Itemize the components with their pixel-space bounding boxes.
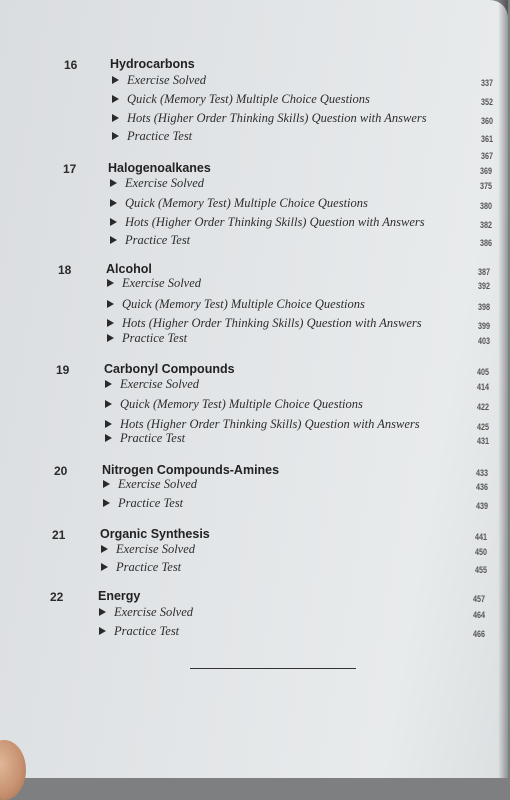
chapter-page-number: 387 — [478, 267, 491, 277]
toc-entry — [107, 276, 201, 291]
chapter-end-page-number: 367 — [481, 151, 494, 161]
toc-entry-label: Quick (Memory Test) Multiple Choice Questions — [127, 92, 370, 106]
toc-entry-page-number: 425 — [477, 422, 490, 432]
toc-entry-label: Quick (Memory Test) Multiple Choice Questions — [122, 297, 365, 311]
triangle-bullet-icon — [107, 300, 114, 308]
toc-entry — [103, 477, 197, 492]
toc-entry — [107, 297, 365, 312]
toc-entry — [101, 560, 181, 575]
toc-entry-page-number: 337 — [481, 78, 494, 88]
toc-entry-label: Practice Test — [120, 431, 186, 445]
toc-entry — [112, 111, 427, 126]
toc-entry-label: Practice Test — [116, 560, 182, 574]
toc-entry-label: Exercise Solved — [120, 377, 200, 391]
toc-entry-page-number: 352 — [481, 97, 494, 107]
toc-entry-label: Practice Test — [122, 331, 188, 345]
toc-entry-page-number: 466 — [473, 629, 486, 639]
toc-entry — [110, 233, 190, 248]
toc-entry — [105, 431, 185, 446]
toc-entry-label: Exercise Solved — [125, 176, 205, 190]
triangle-bullet-icon — [107, 279, 114, 287]
triangle-bullet-icon — [101, 563, 108, 571]
chapter-title: Nitrogen Compounds-Amines — [102, 463, 280, 477]
chapter-page-number: 405 — [477, 367, 490, 377]
chapter-title: Alcohol — [106, 262, 152, 276]
toc-entry-label: Exercise Solved — [116, 542, 196, 556]
toc-entry-page-number: 398 — [478, 302, 491, 312]
toc-entry — [99, 605, 193, 620]
toc-entry — [107, 316, 422, 331]
toc-entry-page-number: 436 — [476, 482, 489, 492]
chapter-page-number: 457 — [473, 594, 486, 604]
triangle-bullet-icon — [101, 545, 108, 553]
toc-entry-page-number: 399 — [478, 321, 491, 331]
triangle-bullet-icon — [103, 480, 110, 488]
chapter-number: 17 — [63, 162, 77, 176]
triangle-bullet-icon — [107, 334, 114, 342]
triangle-bullet-icon — [112, 76, 119, 84]
chapter-number: 22 — [50, 590, 64, 604]
toc-entry-page-number: 382 — [480, 220, 493, 230]
toc-entry-page-number: 392 — [478, 281, 491, 291]
toc-entry-page-number: 403 — [478, 336, 491, 346]
toc-entry-label: Exercise Solved — [118, 477, 198, 491]
triangle-bullet-icon — [103, 499, 110, 507]
toc-entry-label: Exercise Solved — [122, 276, 202, 290]
triangle-bullet-icon — [112, 95, 119, 103]
toc-entry-page-number: 464 — [473, 610, 486, 620]
toc-entry-page-number: 450 — [475, 547, 488, 557]
toc-entry-label: Quick (Memory Test) Multiple Choice Questions — [125, 196, 368, 210]
chapter-page-number: 441 — [475, 532, 488, 542]
triangle-bullet-icon — [105, 420, 112, 428]
toc-entry — [107, 331, 187, 346]
toc-entry-page-number: 380 — [480, 201, 493, 211]
chapter-title: Hydrocarbons — [110, 57, 195, 71]
triangle-bullet-icon — [105, 434, 112, 442]
toc-entry — [101, 542, 195, 557]
end-rule — [190, 668, 356, 669]
chapter-title: Halogenoalkanes — [108, 161, 211, 175]
triangle-bullet-icon — [112, 114, 119, 122]
toc-entry-label: Exercise Solved — [127, 73, 207, 87]
triangle-bullet-icon — [105, 400, 112, 408]
triangle-bullet-icon — [110, 218, 117, 226]
toc-entry — [112, 92, 370, 107]
chapter-title: Energy — [98, 589, 141, 603]
toc-entry-label: Quick (Memory Test) Multiple Choice Questions — [120, 397, 363, 411]
page-edge-shadow — [498, 0, 508, 778]
toc-entry — [112, 73, 206, 88]
toc-entry — [105, 417, 420, 432]
toc-entry-label: Practice Test — [118, 496, 184, 510]
toc-entry — [103, 496, 183, 511]
toc-entry-label: Hots (Higher Order Thinking Skills) Question with Answers — [120, 417, 420, 431]
toc-entry — [99, 624, 179, 639]
toc-entry — [112, 129, 192, 144]
toc-entry-label: Practice Test — [127, 129, 193, 143]
chapter-title: Carbonyl Compounds — [104, 362, 235, 376]
toc-entry-label: Practice Test — [114, 624, 180, 638]
toc-entry-label: Hots (Higher Order Thinking Skills) Question with Answers — [125, 215, 425, 229]
chapter-number: 19 — [56, 363, 70, 377]
triangle-bullet-icon — [110, 179, 117, 187]
toc-entry-page-number: 414 — [477, 382, 490, 392]
toc-entry-page-number: 386 — [480, 238, 493, 248]
toc-entry — [110, 215, 425, 230]
toc-entry-page-number: 439 — [476, 501, 489, 511]
toc-entry — [105, 377, 199, 392]
triangle-bullet-icon — [99, 627, 106, 635]
toc-entry-page-number: 361 — [481, 134, 494, 144]
toc-entry-page-number: 375 — [480, 181, 493, 191]
toc-entry — [105, 397, 363, 412]
chapter-number: 20 — [54, 464, 68, 478]
triangle-bullet-icon — [110, 236, 117, 244]
toc-entry-label: Exercise Solved — [114, 605, 194, 619]
toc-entry-label: Hots (Higher Order Thinking Skills) Question with Answers — [127, 111, 427, 125]
chapter-number: 16 — [64, 58, 78, 72]
chapter-page-number: 369 — [480, 166, 493, 176]
toc-entry — [110, 176, 204, 191]
toc-entry-label: Hots (Higher Order Thinking Skills) Question with Answers — [122, 316, 422, 330]
triangle-bullet-icon — [107, 319, 114, 327]
chapter-number: 18 — [58, 263, 72, 277]
toc-entry-label: Practice Test — [125, 233, 191, 247]
toc-entry-page-number: 455 — [475, 565, 488, 575]
chapter-number: 21 — [52, 528, 66, 542]
chapter-page-number: 433 — [476, 468, 489, 478]
toc-entry — [110, 196, 368, 211]
triangle-bullet-icon — [99, 608, 106, 616]
triangle-bullet-icon — [110, 199, 117, 207]
toc-entry-page-number: 360 — [481, 116, 494, 126]
triangle-bullet-icon — [112, 132, 119, 140]
toc-entry-page-number: 422 — [477, 402, 490, 412]
triangle-bullet-icon — [105, 380, 112, 388]
toc-entry-page-number: 431 — [477, 436, 490, 446]
chapter-title: Organic Synthesis — [100, 527, 210, 541]
